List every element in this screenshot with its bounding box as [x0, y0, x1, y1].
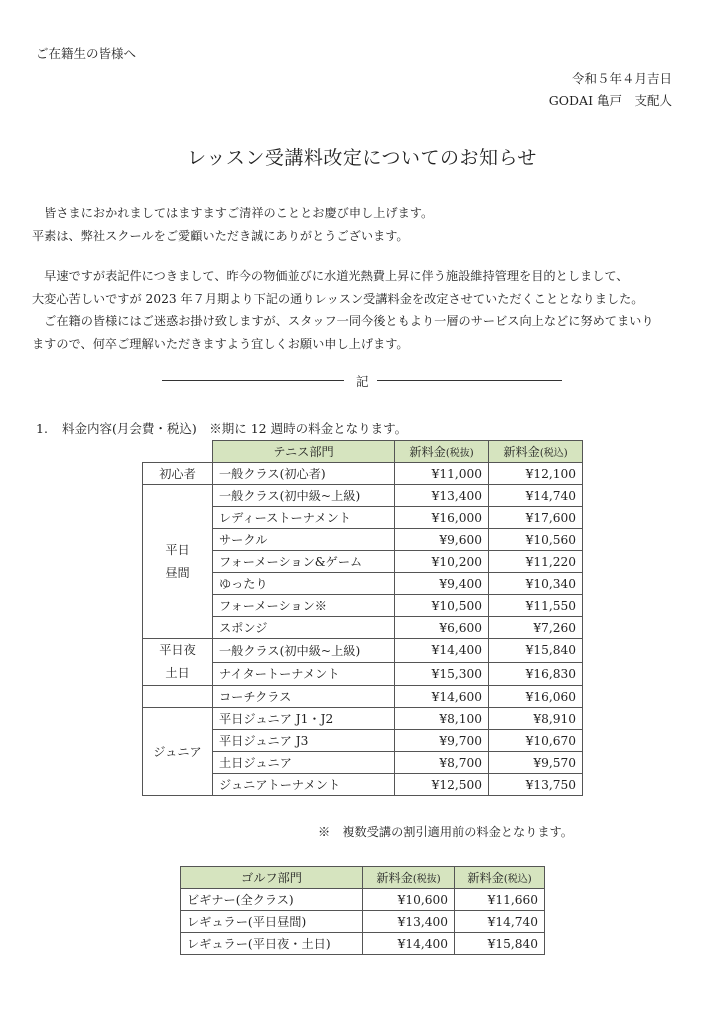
price-ex-tax: ¥14,400 — [395, 639, 489, 663]
body-paragraph: 皆さまにおかれましてはますますご清祥のこととお慶び申し上げます。 — [32, 206, 434, 220]
price-in-tax: ¥15,840 — [489, 639, 583, 663]
sender: GODAI 亀戸 支配人 — [548, 93, 672, 108]
price-in-tax: ¥10,340 — [489, 573, 583, 595]
header-sub: (税抜) — [412, 874, 441, 885]
class-name: レギュラー(平日昼間) — [181, 911, 363, 933]
discount-note: ※ 複数受講の割引適用前の料金となります。 — [318, 825, 573, 839]
class-name: 土日ジュニア — [213, 752, 395, 774]
price-ex-tax: ¥8,100 — [395, 708, 489, 730]
recipient: ご在籍生の皆様へ — [36, 46, 137, 61]
header-sub: (税込) — [539, 448, 568, 459]
table-row — [143, 708, 583, 730]
table-header-row — [143, 441, 583, 463]
price-ex-tax-header — [363, 867, 455, 889]
price-ex-tax: ¥6,600 — [395, 617, 489, 639]
header-sub: (税抜) — [445, 448, 474, 459]
divider-line-left — [162, 380, 344, 381]
price-ex-tax: ¥14,400 — [363, 933, 455, 955]
section-heading-text: 料金内容(月会費・税込) ※期に 12 週時の料金となります。 — [62, 421, 408, 436]
ki-divider — [0, 372, 724, 388]
price-ex-tax: ¥10,200 — [395, 551, 489, 573]
price-ex-tax: ¥12,500 — [395, 774, 489, 796]
header-main: 新料金 — [503, 445, 540, 459]
body-paragraph: ますので、何卒ご理解いただきますよう宜しくお願い申し上げます。 — [32, 336, 409, 351]
price-in-tax: ¥7,260 — [489, 617, 583, 639]
price-in-tax: ¥9,570 — [489, 752, 583, 774]
price-ex-tax: ¥9,400 — [395, 573, 489, 595]
class-name: 平日ジュニア J1・J2 — [213, 708, 395, 730]
table-row — [181, 889, 545, 911]
class-name: 一般クラス(初中級~上級) — [213, 639, 395, 663]
class-name: ゆったり — [213, 573, 395, 595]
price-in-tax-header — [455, 867, 545, 889]
price-in-tax: ¥16,830 — [489, 662, 583, 686]
price-in-tax: ¥17,600 — [489, 507, 583, 529]
price-in-tax: ¥10,670 — [489, 730, 583, 752]
tennis-dept-header: テニス部門 — [213, 441, 395, 463]
ki-label: 記 — [356, 374, 369, 389]
price-ex-tax: ¥15,300 — [395, 662, 489, 686]
price-ex-tax: ¥9,700 — [395, 730, 489, 752]
price-in-tax: ¥12,100 — [489, 463, 583, 485]
price-ex-tax: ¥9,600 — [395, 529, 489, 551]
table-row — [143, 485, 583, 507]
class-name: フォーメーション&ゲーム — [213, 551, 395, 573]
group-label-line: 土日 — [165, 666, 190, 680]
price-ex-tax: ¥13,400 — [363, 911, 455, 933]
price-ex-tax: ¥10,500 — [395, 595, 489, 617]
header-main: 新料金 — [376, 871, 413, 885]
price-in-tax: ¥13,750 — [489, 774, 583, 796]
price-ex-tax: ¥11,000 — [395, 463, 489, 485]
group-beginner: 初心者 — [143, 463, 213, 485]
body-paragraph: 平素は、弊社スクールをご愛顧いただき誠にありがとうございます。 — [32, 228, 409, 243]
class-name: スポンジ — [213, 617, 395, 639]
golf-dept-header: ゴルフ部門 — [181, 867, 363, 889]
price-ex-tax: ¥13,400 — [395, 485, 489, 507]
issue-date: 令和５年４月吉日 — [571, 71, 672, 86]
group-junior: ジュニア — [143, 708, 213, 796]
class-name: ビギナー(全クラス) — [181, 889, 363, 911]
table-row — [143, 463, 583, 485]
price-in-tax: ¥11,550 — [489, 595, 583, 617]
class-name: 一般クラス(初中級~上級) — [213, 485, 395, 507]
body-paragraph: 大変心苦しいですが 2023 年７月期より下記の通りレッスン受講料金を改定させていただくこととなりました。 — [32, 291, 644, 306]
price-in-tax: ¥14,740 — [489, 485, 583, 507]
price-in-tax: ¥11,660 — [455, 889, 545, 911]
table-header-row — [181, 867, 545, 889]
price-in-tax: ¥15,840 — [455, 933, 545, 955]
class-name: レディーストーナメント — [213, 507, 395, 529]
price-ex-tax: ¥8,700 — [395, 752, 489, 774]
price-ex-tax: ¥14,600 — [395, 686, 489, 708]
header-sub: (税込) — [503, 874, 532, 885]
price-in-tax: ¥8,910 — [489, 708, 583, 730]
table-row — [181, 933, 545, 955]
group-weekday-evening-weekend — [143, 639, 213, 686]
class-name: ナイタートーナメント — [213, 662, 395, 686]
class-name: 一般クラス(初心者) — [213, 463, 395, 485]
body-paragraph: 早速ですが表記件につきまして、昨今の物価並びに水道光熱費上昇に伴う施設維持管理を目的としまして、 — [32, 269, 629, 283]
price-in-tax-header — [489, 441, 583, 463]
table-row — [181, 911, 545, 933]
group-empty — [143, 686, 213, 708]
body-paragraph: ご在籍の皆様にはご迷惑お掛け致しますが、スタッフ一同今後ともより一層のサービス向上などに努めてまいり — [32, 314, 654, 328]
price-in-tax: ¥14,740 — [455, 911, 545, 933]
group-weekday-daytime — [143, 485, 213, 639]
blank-corner-cell — [143, 441, 213, 463]
class-name: コーチクラス — [213, 686, 395, 708]
price-ex-tax-header — [395, 441, 489, 463]
header-main: 新料金 — [409, 445, 446, 459]
divider-line-right — [377, 380, 562, 381]
price-ex-tax: ¥16,000 — [395, 507, 489, 529]
notice-body — [32, 202, 696, 355]
tennis-fee-table — [142, 440, 583, 796]
page-title: レッスン受講料改定についてのお知らせ — [187, 147, 537, 169]
group-label-line: 平日夜 — [159, 643, 196, 657]
price-in-tax: ¥11,220 — [489, 551, 583, 573]
section-number: 1. — [36, 421, 48, 436]
class-name: フォーメーション※ — [213, 595, 395, 617]
class-name: 平日ジュニア J3 — [213, 730, 395, 752]
price-in-tax: ¥10,560 — [489, 529, 583, 551]
class-name: サークル — [213, 529, 395, 551]
price-in-tax: ¥16,060 — [489, 686, 583, 708]
table-row — [143, 686, 583, 708]
class-name: レギュラー(平日夜・土日) — [181, 933, 363, 955]
section-1-heading — [36, 419, 407, 437]
group-label-line: 昼間 — [165, 565, 190, 580]
group-label-line: 平日 — [165, 542, 190, 557]
golf-fee-table — [180, 866, 545, 955]
header-main: 新料金 — [467, 871, 504, 885]
table-row — [143, 639, 583, 663]
class-name: ジュニアトーナメント — [213, 774, 395, 796]
price-ex-tax: ¥10,600 — [363, 889, 455, 911]
